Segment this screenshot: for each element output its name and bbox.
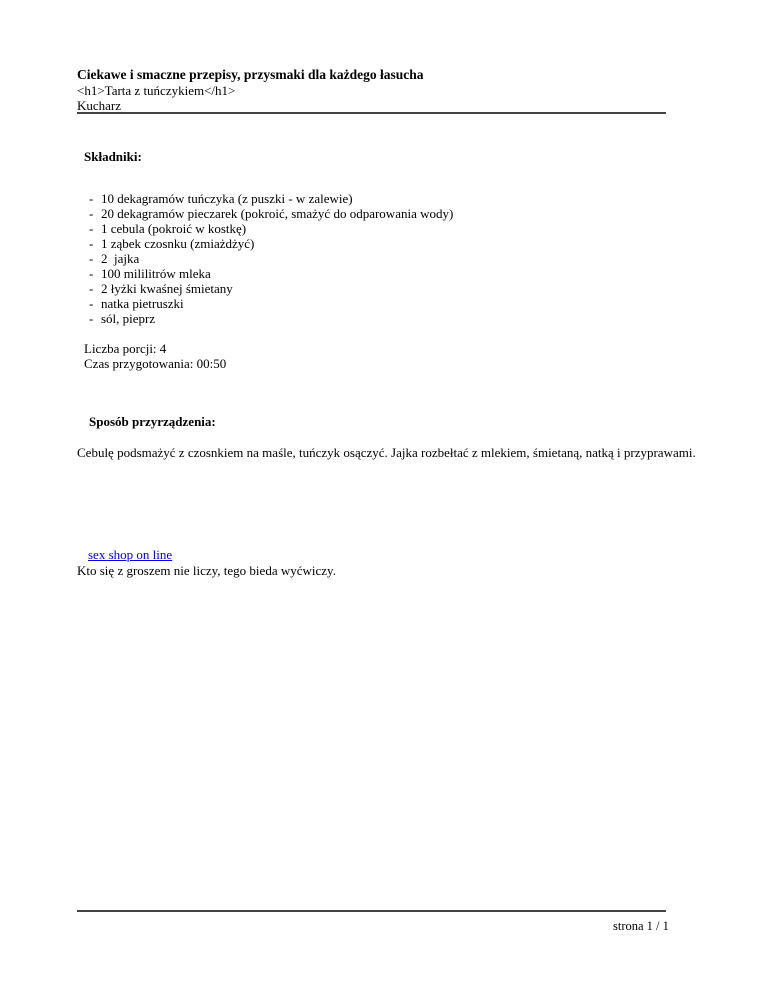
- ingredient-text: 10 dekagramów tuńczyka (z puszki - w zalewie): [101, 191, 353, 206]
- list-item: [89, 236, 453, 251]
- bullet-dash: -: [89, 236, 94, 251]
- bullet-dash: -: [89, 221, 94, 236]
- ingredients-list: [89, 191, 453, 326]
- prep-time: Czas przygotowania: 00:50: [84, 356, 227, 371]
- header-divider: [77, 112, 666, 114]
- ingredient-text: 20 dekagramów pieczarek (pokroić, smażyć do odparowania wody): [101, 206, 454, 221]
- list-item: [89, 311, 453, 326]
- ingredient-text: 2 jajka: [101, 251, 140, 266]
- bullet-dash: -: [89, 296, 94, 311]
- author: Kucharz: [77, 98, 122, 113]
- method-text: Cebulę podsmażyć z czosnkiem na maśle, tuńczyk osączyć. Jajka rozbełtać z mlekiem, śmietaną, natką i przyprawami.: [77, 445, 696, 460]
- bullet-dash: -: [89, 251, 94, 266]
- list-item: [89, 266, 453, 281]
- footer-divider: [77, 910, 666, 912]
- bullet-dash: -: [89, 206, 94, 221]
- list-item: [89, 221, 453, 236]
- list-item: [89, 281, 453, 296]
- method-heading: Sposób przyrządzenia:: [89, 414, 216, 429]
- ingredient-text: 100 mililitrów mleka: [101, 266, 211, 281]
- document-header: [77, 66, 666, 113]
- ingredient-text: sól, pieprz: [101, 311, 156, 326]
- recipe-title: <h1>Tarta z tuńczykiem</h1>: [77, 83, 236, 98]
- ingredient-text: 1 cebula (pokroić w kostkę): [101, 221, 247, 236]
- ingredients-heading: Składniki:: [84, 149, 142, 164]
- ingredient-text: 1 ząbek czosnku (zmiażdżyć): [101, 236, 255, 251]
- recipe-meta: [84, 341, 226, 371]
- page-indicator: strona 1 / 1: [613, 919, 669, 933]
- site-title: Ciekawe i smaczne przepisy, przysmaki dla każdego łasucha: [77, 67, 424, 82]
- servings: Liczba porcji: 4: [84, 341, 167, 356]
- bullet-dash: -: [89, 281, 94, 296]
- bullet-dash: -: [89, 266, 94, 281]
- list-item: [89, 206, 453, 221]
- ingredient-text: natka pietruszki: [101, 296, 184, 311]
- list-item: [89, 251, 453, 266]
- proverb: Kto się z groszem nie liczy, tego bieda wyćwiczy.: [77, 563, 336, 578]
- list-item: [89, 296, 453, 311]
- promo-link[interactable]: sex shop on line: [88, 547, 173, 562]
- bullet-dash: -: [89, 311, 94, 326]
- bullet-dash: -: [89, 191, 94, 206]
- list-item: [89, 191, 453, 206]
- ingredient-text: 2 łyżki kwaśnej śmietany: [101, 281, 233, 296]
